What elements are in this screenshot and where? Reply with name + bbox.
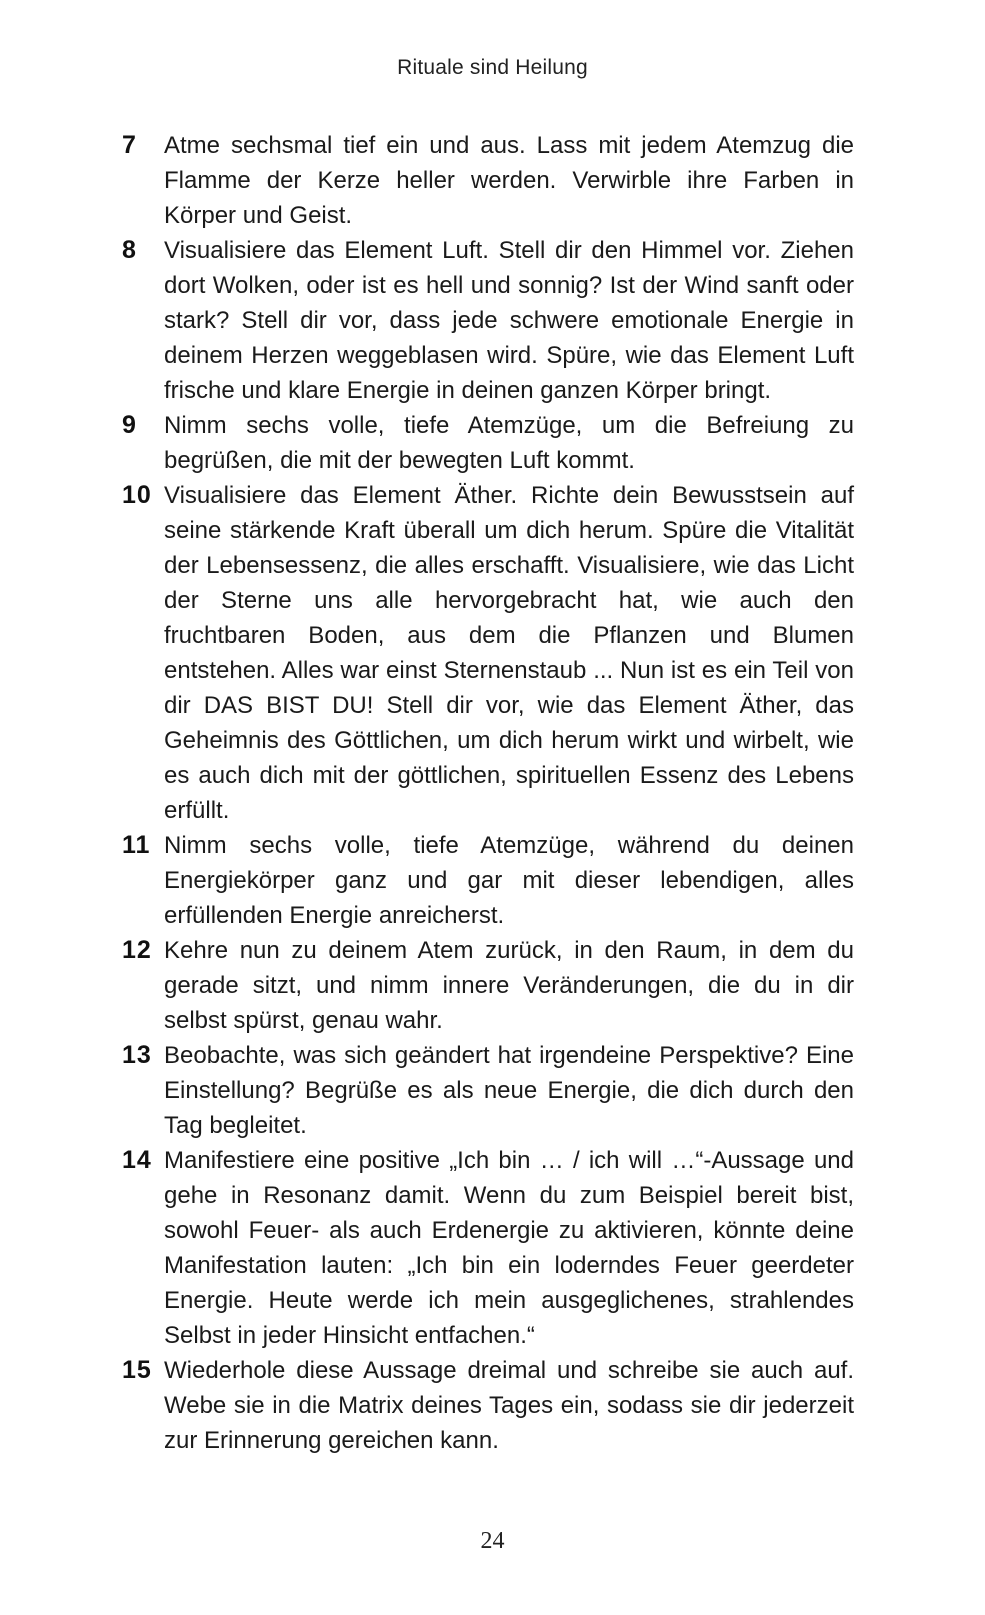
step-7 (0, 128, 985, 233)
step-number: 10 (122, 481, 152, 509)
step-number: 11 (122, 831, 151, 859)
step-15 (0, 1353, 985, 1458)
step-text: Kehre nun zu deinem Atem zurück, in den Raum, in dem du gerade sitzt, und nimm innere Veränderungen, die du in dir selbst spürst, genau wahr. (164, 937, 854, 1034)
step-text: Beobachte, was sich geändert hat irgendeine Perspektive? Eine Einstellung? Begrüße es als neue Energie, die dich durch den Tag begleitet. (164, 1042, 854, 1139)
step-text: Nimm sechs volle, tiefe Atemzüge, um die Befreiung zu begrüßen, die mit der bewegten Luft kommt. (164, 412, 854, 474)
step-8 (0, 233, 985, 408)
running-title: Rituale sind Heilung (397, 56, 588, 79)
page-number: 24 (480, 1528, 505, 1554)
step-13 (0, 1038, 985, 1143)
step-text: Nimm sechs volle, tiefe Atemzüge, während du deinen Energiekörper ganz und gar mit dieser lebendigen, alles erfüllenden Energie anreicherst. (164, 832, 854, 929)
step-number: 9 (122, 411, 137, 439)
step-text: Wiederhole diese Aussage dreimal und schreibe sie auch auf. Webe sie in die Matrix deines Tages ein, sodass sie dir jederzeit zur Erinnerung gereichen kann. (164, 1357, 854, 1454)
step-number: 15 (122, 1356, 152, 1384)
step-number: 14 (122, 1146, 152, 1174)
step-number: 7 (122, 131, 137, 159)
step-number: 12 (122, 936, 152, 964)
step-text: Atme sechsmal tief ein und aus. Lass mit jedem Atemzug die Flamme der Kerze heller werden. Verwirble ihre Farben in Körper und Geist. (164, 132, 854, 229)
step-11 (0, 828, 985, 933)
step-number: 13 (122, 1041, 152, 1069)
step-text: Visualisiere das Element Äther. Richte dein Bewusstsein auf seine stärkende Kraft überall um dich herum. Spüre die Vitalität der Lebensessenz, die alles erschafft. Visualisiere, wie das Licht der Sterne uns alle hervorgebracht hat, wie auch den fruchtbaren Boden, aus dem die Pflanzen und Blumen entstehen. Alles war einst Sternenstaub ... Nun ist es ein Teil von dir DAS BIST DU! Stell dir vor, wie das Element Äther, das Geheimnis des Göttlichen, um dich herum wirkt und wirbelt, wie es auch dich mit der göttlichen, spirituellen Essenz des Lebens erfüllt. (164, 482, 854, 824)
step-9 (0, 408, 985, 478)
step-12 (0, 933, 985, 1038)
step-10 (0, 478, 985, 828)
step-14 (0, 1143, 985, 1353)
step-number: 8 (122, 236, 137, 264)
ritual-steps-list (0, 128, 985, 1458)
step-text: Visualisiere das Element Luft. Stell dir den Himmel vor. Ziehen dort Wolken, oder ist es hell und sonnig? Ist der Wind sanft oder stark? Stell dir vor, dass jede schwere emotionale Energie in deinem Herzen weggeblasen wird. Spüre, wie das Element Luft frische und klare Energie in deinen ganzen Körper bringt. (164, 237, 854, 404)
step-text: Manifestiere eine positive „Ich bin … / ich will …“-Aussage und gehe in Resonanz damit. Wenn du zum Beispiel bereit bist, sowohl Feuer- als auch Erdenergie zu aktivieren, könnte deine Manifestation lauten: „Ich bin ein loderndes Feuer geerdeter Energie. Heute werde ich mein ausgeglichenes, strahlendes Selbst in jeder Hinsicht entfachen.“ (164, 1147, 854, 1349)
